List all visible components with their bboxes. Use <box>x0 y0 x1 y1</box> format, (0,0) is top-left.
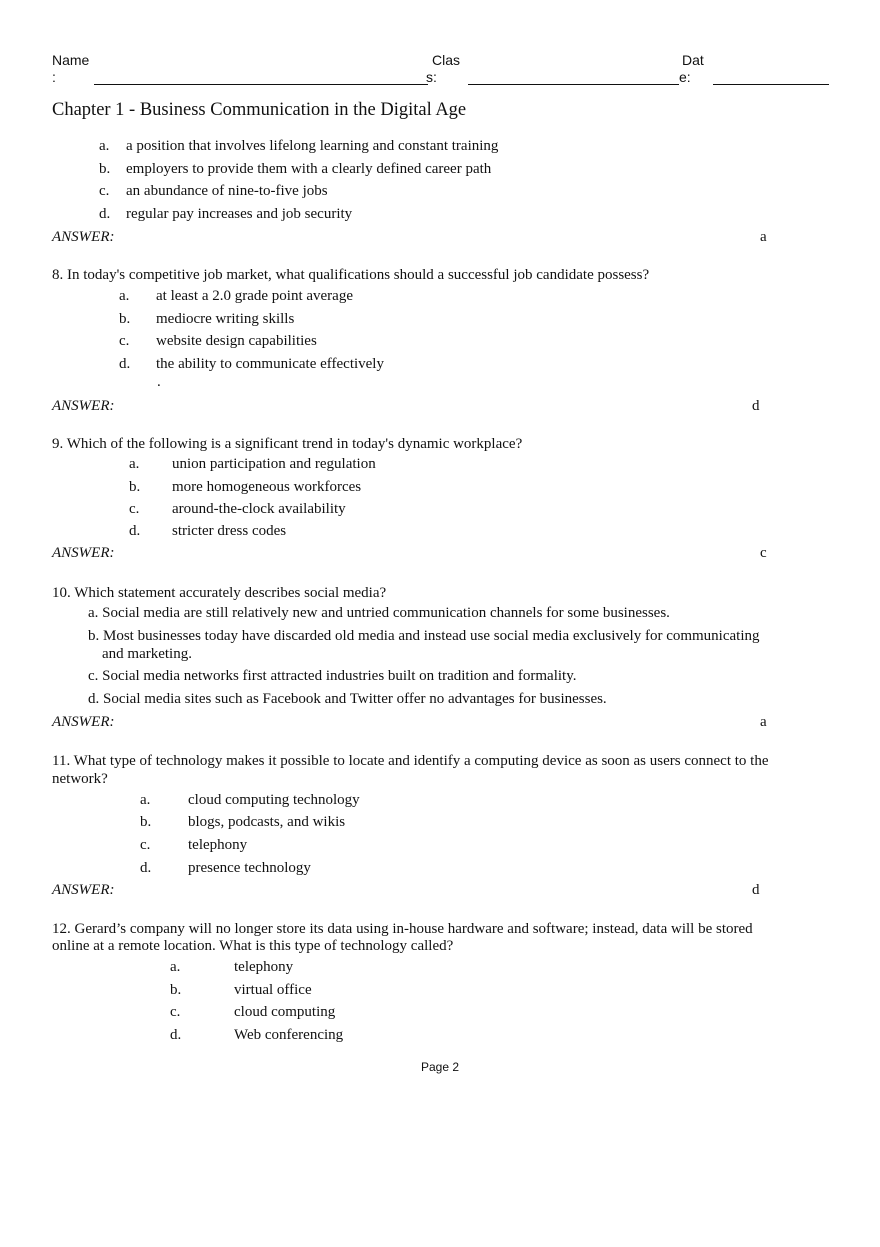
option-letter: c. <box>140 837 151 853</box>
name-label-colon: : <box>52 69 56 85</box>
page-number: Page 2 <box>420 1060 460 1074</box>
answer-value: d <box>752 398 760 414</box>
option-letter: b. <box>129 479 141 495</box>
date-field[interactable] <box>713 84 829 85</box>
option-text: presence technology <box>188 860 311 876</box>
class-field[interactable] <box>468 84 679 85</box>
option-letter: c. <box>170 1004 181 1020</box>
answer-value: c <box>760 545 767 561</box>
question-text-continued: online at a remote location. What is this type of technology called? <box>52 938 454 954</box>
option-text: a. Social media are still relatively new and untried communication channels for some businesses. <box>88 605 670 621</box>
question-text: 8. In today's competitive job market, what qualifications should a successful job candidate possess? <box>52 267 650 283</box>
option-text: regular pay increases and job security <box>126 206 353 222</box>
option-text: stricter dress codes <box>172 523 287 539</box>
question-text: 12. Gerard’s company will no longer store its data using in-house hardware and software; instead, data will be stored <box>52 921 753 937</box>
answer-label: ANSWER: <box>52 398 115 414</box>
option-text: the ability to communicate effectively <box>156 356 384 372</box>
option-letter: a. <box>119 288 130 304</box>
option-text: cloud computing <box>234 1004 336 1020</box>
option-text: mediocre writing skills <box>156 311 295 327</box>
option-text: virtual office <box>234 982 312 998</box>
answer-label: ANSWER: <box>52 545 115 561</box>
answer-label: ANSWER: <box>52 229 115 245</box>
answer-label: ANSWER: <box>52 714 115 730</box>
option-letter: d. <box>119 356 131 372</box>
option-text: website design capabilities <box>156 333 317 349</box>
question-text: 10. Which statement accurately describes social media? <box>52 585 387 601</box>
option-letter: d. <box>170 1027 182 1043</box>
option-letter: c. <box>99 183 110 199</box>
option-letter: d. <box>129 523 141 539</box>
option-text: at least a 2.0 grade point average <box>156 288 353 304</box>
question-text: 11. What type of technology makes it possible to locate and identify a computing device as soon as users connect to the <box>52 753 769 769</box>
answer-value: a <box>760 229 767 245</box>
answer-value: d <box>752 882 760 898</box>
option-text: cloud computing technology <box>188 792 360 808</box>
option-text-continued: and marketing. <box>102 646 192 662</box>
option-letter: b. <box>170 982 182 998</box>
class-label-top: Clas <box>432 52 461 68</box>
answer-label: ANSWER: <box>52 882 115 898</box>
date-label-top: Dat <box>682 52 704 68</box>
option-text: around-the-clock availability <box>172 501 346 517</box>
option-text: d. Social media sites such as Facebook and Twitter offer no advantages for businesses. <box>88 691 607 707</box>
option-letter: a. <box>129 456 140 472</box>
option-letter: c. <box>119 333 130 349</box>
stray-mark: . <box>157 374 161 390</box>
option-text: a position that involves lifelong learning and constant training <box>126 138 499 154</box>
option-letter: d. <box>140 860 152 876</box>
class-label-bottom: s: <box>426 69 437 85</box>
option-text: c. Social media networks first attracted industries built on tradition and formality. <box>88 668 577 684</box>
option-text: union participation and regulation <box>172 456 376 472</box>
option-letter: a. <box>140 792 151 808</box>
option-text: Web conferencing <box>234 1027 344 1043</box>
name-label-top: Name <box>52 52 90 68</box>
answer-value: a <box>760 714 767 730</box>
name-field[interactable] <box>94 84 428 85</box>
option-letter: b. <box>140 814 152 830</box>
option-letter: c. <box>129 501 140 517</box>
option-text: blogs, podcasts, and wikis <box>188 814 346 830</box>
option-letter: a. <box>99 138 110 154</box>
option-letter: a. <box>170 959 181 975</box>
option-text: an abundance of nine-to-five jobs <box>126 183 328 199</box>
option-text: telephony <box>188 837 248 853</box>
chapter-title: Chapter 1 - Business Communication in the Digital Age <box>52 100 467 120</box>
option-text: employers to provide them with a clearly defined career path <box>126 161 492 177</box>
option-text: more homogeneous workforces <box>172 479 362 495</box>
question-text-continued: network? <box>52 771 108 787</box>
date-label-bottom: e: <box>679 69 691 85</box>
option-text: telephony <box>234 959 294 975</box>
option-letter: b. <box>99 161 111 177</box>
option-letter: b. <box>119 311 131 327</box>
question-text: 9. Which of the following is a significant trend in today's dynamic workplace? <box>52 436 523 452</box>
option-letter: d. <box>99 206 111 222</box>
option-text: b. Most businesses today have discarded old media and instead use social media exclusively for communicating <box>88 628 760 644</box>
